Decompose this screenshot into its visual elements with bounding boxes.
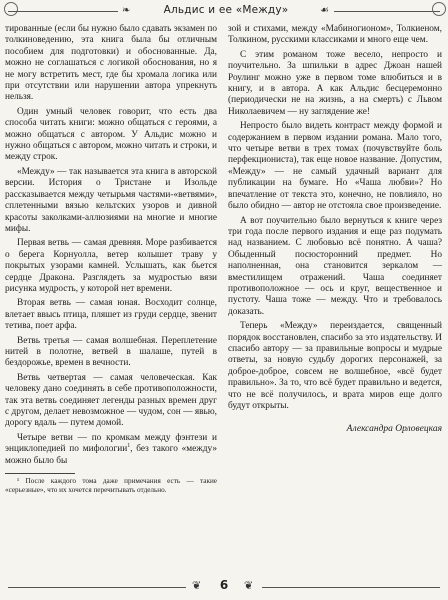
- paragraph: Вторая ветвь — самая юная. Восходит солнце, влетает ввысь птица, пляшет из груди сердце, звенит тетива, поет арфа.: [5, 298, 217, 332]
- page-number: 6: [219, 578, 229, 592]
- paragraph-text: , без такого «между» можно было бы: [5, 444, 217, 466]
- header-ornament-right-icon: ☙: [320, 5, 329, 16]
- page-footer: [0, 576, 448, 600]
- knot-ornament-icon: [432, 2, 446, 16]
- paragraph: [5, 433, 217, 467]
- footer-rule: [8, 587, 186, 588]
- knot-ornament-icon: [4, 2, 18, 16]
- paragraph-text: Четыре ветви — по кромкам между фэнтези и энциклопедией по мифологии: [5, 432, 217, 455]
- paragraph: Ветвь четвертая — самая человеческая. Как человеку дано соединять в себе противоположности, так эта ветвь соединяет легенды разных времен друг с другом, делает невозможное — чудом, сон — явью, дорогу вдаль — путем домой.: [5, 372, 217, 429]
- footnote-marker: 1: [127, 443, 131, 450]
- paragraph: Непросто было видеть контраст между формой и содержанием в первом издании романа. Мало того, что четыре ветви в трех томах (почувствуйте боль перфекциониста), так еще новое название. Допустим, «Между» — не самый удачный вариант для публикации на бумаге. Но «Чаша любви»? Но впечатление от текста это, конечно, не повлияло, но было обидно — автор не отстояла свое произведение.: [228, 121, 442, 212]
- paragraph: тированные (если бы нужно было сдавать экзамен по толкиноведению, эта книга была бы отличным пособием для подготовки) и обоснованные. Да, можно не соглашаться с логикой обоснования, но я не могу встретить мест, где бы хромала логика или при отсутствии или нарушении автора упрекнуть нельзя.: [5, 24, 217, 103]
- header-rule: [8, 11, 118, 12]
- paragraph: А вот поучительно было вернуться к книге через три года после первого издания и еще раз подумать над названием. С любовью всё понятно. А чаша? Обыденный посюсторонний предмет. Но наполненная, она становится зеркалом — вместилищем отражений. Чаша соединяет противоположное — ось и круг, вещественное и пустоту. Чаша тоже — между. Что и требовалось доказать.: [228, 215, 442, 317]
- paragraph: Один умный человек говорит, что есть два способа читать книги: можно общаться с героями, а можно общаться с автором. У Альдис можно и нужно общаться с автором, можно читать и строки, и между строк.: [5, 106, 217, 163]
- header-ornament-left-icon: ❧: [122, 5, 131, 16]
- footnote: ¹ После каждого тома даже примечания есть — такие «серьезные», что их хочется перечитывать отдельно.: [5, 477, 217, 494]
- footer-ornament-left-icon: ❦: [192, 579, 202, 592]
- running-header: [0, 0, 448, 22]
- paragraph: Ветвь третья — самая волшебная. Переплетение нитей в полотне, ветвей в шалаше, путей в бездорожье, времен в вечности.: [5, 335, 217, 369]
- header-rule: [334, 11, 440, 12]
- paragraph: Теперь «Между» переиздается, священный порядок восстановлен, спасибо за это издательству. И спасибо автору — за правильные вопросы и мудрые ответы, за новую судьбу дорогих персонажей, за доброе-доброе, совсем не волшебное, «всё будет правильно». За то, что всё будет правильно и ведется, что не всё получилось, и врата миров еще долго будут открыты.: [228, 321, 442, 411]
- footer-ornament-right-icon: ❦: [244, 579, 254, 592]
- paragraph: «Между» — так называется эта книга в авторской версии. История о Тристане и Изольде рассказывается между четырьмя частями-«ветвями», сплетенными вязью кельтских узоров и дивной красоты заколками-аллюзиями на многие и многие мифы.: [5, 166, 217, 234]
- header-title: Альдис и ее «Между»: [163, 4, 289, 16]
- left-column: [5, 24, 217, 495]
- paragraph: Первая ветвь — самая древняя. Море разбивается о берега Корнуолла, ветер колышет траву у покрытых узорами камней. Услышать, как бьется сердце Дракона. Разглядеть за мудростью вязи рисунка мудрость, у которой нет времени.: [5, 238, 217, 294]
- author-signature: Александра Орловецкая: [346, 424, 442, 435]
- footer-rule: [262, 587, 440, 588]
- paragraph: зой и стихами, между «Мабиногионом», Толкиеном, Толкином, русскими классиками и много еще чем.: [228, 24, 442, 46]
- footnote-divider: [5, 473, 75, 474]
- paragraph: С этим романом тоже весело, непросто и поучительно. За шпильки в адрес Джоан нашей Роулинг можно уже в первом томе влюбиться и в книгу, и в автора. А как Альдис бесцеремонно (периодически не на жизнь, а на смерть) с Львом Николаевичем — ну заглядение же!: [228, 49, 442, 117]
- right-column: [228, 24, 442, 436]
